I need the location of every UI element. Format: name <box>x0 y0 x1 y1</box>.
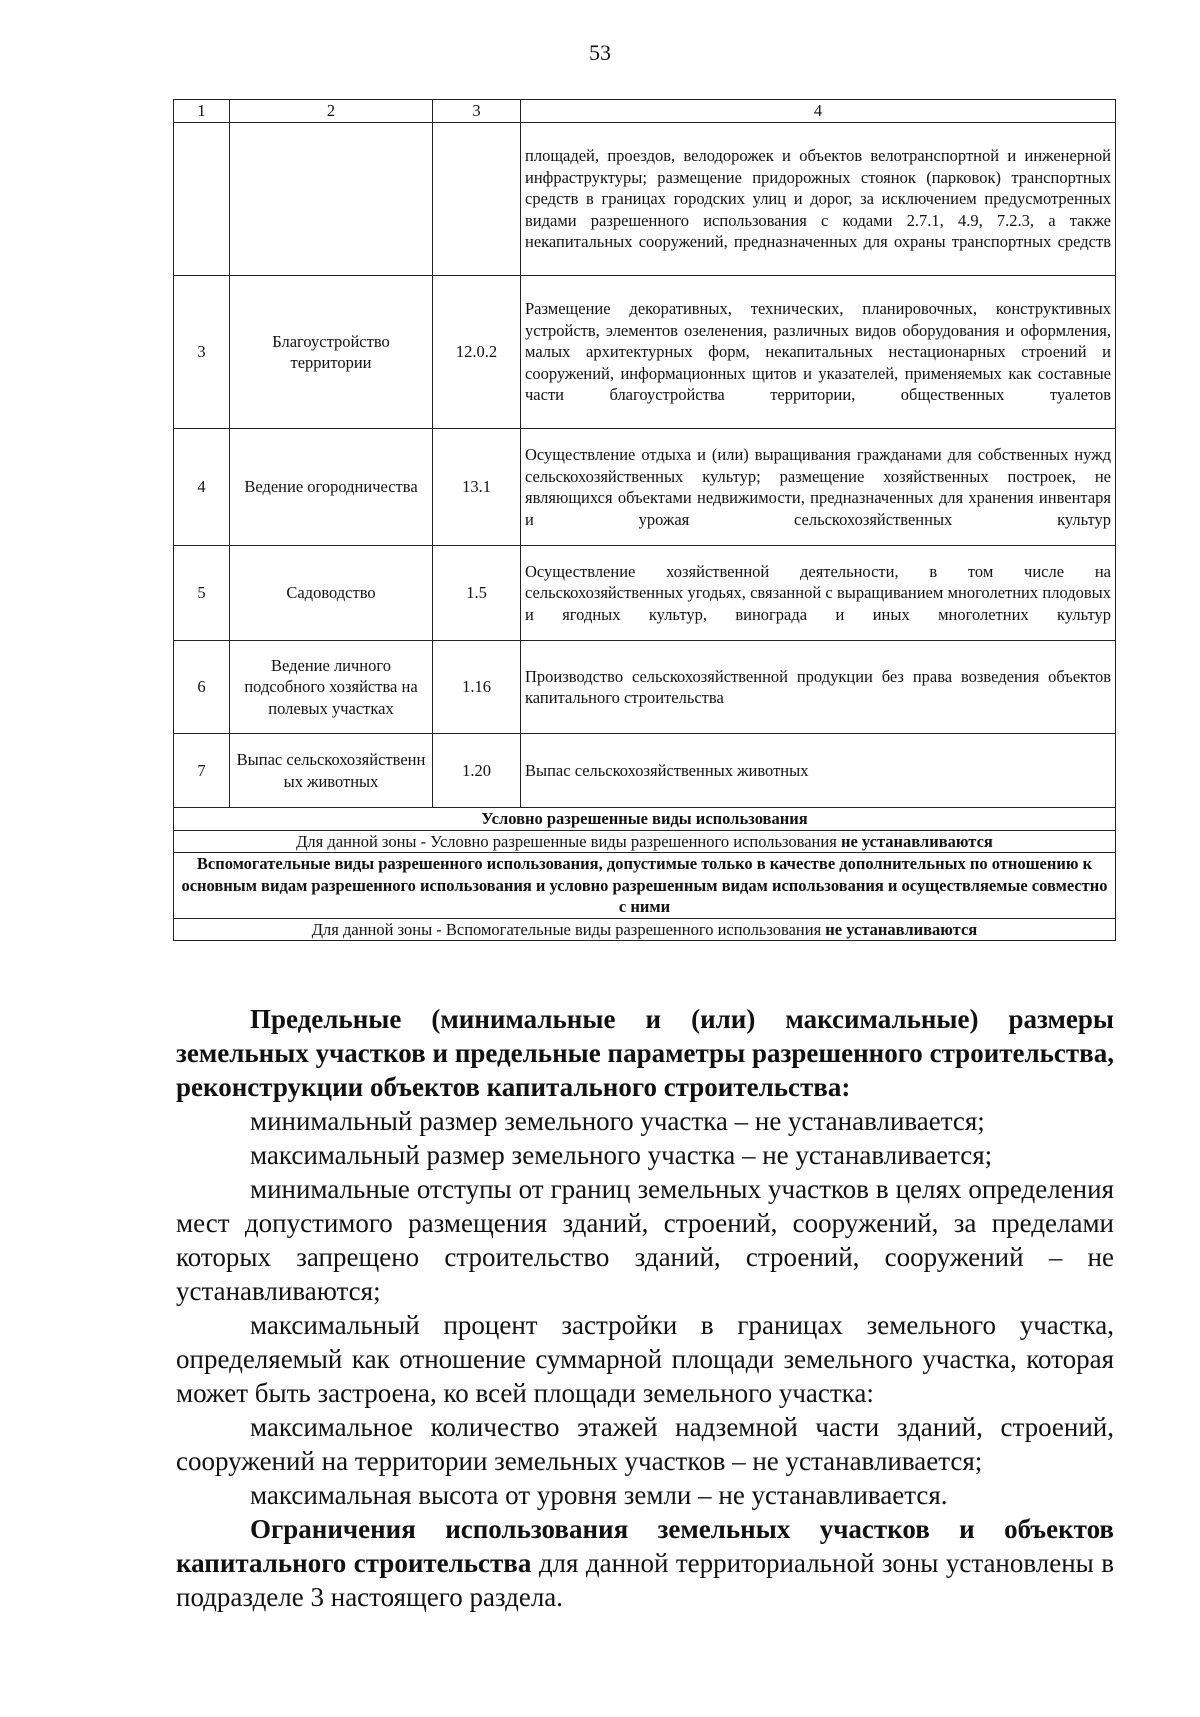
table-row <box>174 734 1116 808</box>
paragraph-setbacks: минимальные отступы от границ земельных участков в целях определения мест допустимого размещения зданий, строений, сооружений, за пределами которых запрещено строительство зданий, строений, сооружений – не устанавливаются; <box>176 1174 1114 1306</box>
row-name: Ведение личного подсобного хозяйства на полевых участках <box>230 641 433 734</box>
header-col-4: 4 <box>521 100 1116 123</box>
row-name: Садоводство <box>230 546 433 641</box>
row-description: площадей, проездов, велодорожек и объектов велотранспортной и инженерной инфраструктуры; размещение придорожных стоянок (парковок) транспортных средств в границах городских улиц и дорог, за исключением предусмотренных видами разрешенного использования с кодами 2.7.1, 4.9, 7.2.3, а также некапитальных сооружений, предназначенных для охраны транспортных средств <box>521 123 1116 276</box>
auxiliary-note-prefix: Для данной зоны - Вспомогательные виды разрешенного использования <box>311 919 826 939</box>
header-col-1: 1 <box>174 100 230 123</box>
row-num: 5 <box>174 546 230 641</box>
row-name: Благоустройство территории <box>230 276 433 429</box>
page-number: 53 <box>589 40 611 65</box>
table-row <box>174 641 1116 734</box>
table-row <box>174 276 1116 429</box>
row-name: Ведение огородничества <box>230 429 433 546</box>
table-row <box>174 546 1116 641</box>
paragraph-max-size: максимальный размер земельного участка – не устанавливается; <box>250 1140 993 1170</box>
paragraph-min-size: минимальный размер земельного участка – не устанавливается; <box>250 1106 985 1136</box>
parameters-heading: Предельные (минимальные и (или) максимальные) размеры земельных участков и предельные параметры разрешенного строительства, реконструкции объектов капитального строительства: <box>176 1004 1114 1102</box>
header-col-2: 2 <box>230 100 433 123</box>
header-col-3: 3 <box>433 100 521 123</box>
auxiliary-uses-heading: Вспомогательные виды разрешенного использования, допустимые только в качестве дополнительных по отношению к основным видам разрешенного использования и условно разрешенным видам использования и осуществляемые совместно с ними <box>174 853 1116 919</box>
restrictions-rest: для данной территориальной зоны установлены в подразделе 3 настоящего раздела. <box>176 1548 1114 1612</box>
table-row-continued <box>174 123 1116 276</box>
row-name: Выпас сельскохозяйственн ых животных <box>230 734 433 808</box>
paragraph-restrictions <box>176 1512 1114 1614</box>
row-description: Осуществление отдыха и (или) выращивания гражданами для собственных нужд сельскохозяйственных культур; размещение хозяйственных построек, не являющихся объектами недвижимости, предназначенных для хранения инвентаря и урожая сельскохозяйственных культур <box>521 429 1116 546</box>
row-code: 12.0.2 <box>433 276 521 429</box>
row-num: 4 <box>174 429 230 546</box>
conditional-note-prefix: Для данной зоны - Условно разрешенные виды разрешенного использования <box>296 831 841 851</box>
row-code: 1.5 <box>433 546 521 641</box>
conditional-heading-row <box>174 808 1116 831</box>
auxiliary-heading-row <box>174 853 1116 919</box>
table-row <box>174 429 1116 546</box>
row-num: 7 <box>174 734 230 808</box>
auxiliary-note-row <box>174 918 1116 941</box>
table-header-row <box>174 100 1116 123</box>
conditional-note-row <box>174 830 1116 853</box>
row-code-cell <box>433 123 521 276</box>
conditional-note-bold: не устанавливаются <box>840 831 993 851</box>
permitted-uses-table <box>173 99 1116 941</box>
auxiliary-uses-note <box>174 918 1116 941</box>
row-num: 6 <box>174 641 230 734</box>
row-code: 13.1 <box>433 429 521 546</box>
paragraph-coverage: максимальный процент застройки в границах земельного участка, определяемый как отношение суммарной площади земельного участка, которая может быть застроена, ко всей площади земельного участка: <box>176 1310 1114 1408</box>
row-code: 1.20 <box>433 734 521 808</box>
conditional-uses-heading: Условно разрешенные виды использования <box>174 808 1116 831</box>
conditional-uses-note <box>174 830 1116 853</box>
row-description: Осуществление хозяйственной деятельности, в том числе на сельскохозяйственных угодьях, связанной с выращиванием многолетних плодовых и ягодных культур, винограда и иных многолетних культур <box>521 546 1116 641</box>
paragraph-floors: максимальное количество этажей надземной части зданий, строений, сооружений на территории земельных участков – не устанавливается; <box>176 1412 1114 1476</box>
row-description: Производство сельскохозяйственной продукции без права возведения объектов капитального строительства <box>521 641 1116 734</box>
row-num-cell <box>174 123 230 276</box>
row-code: 1.16 <box>433 641 521 734</box>
row-description: Размещение декоративных, технических, планировочных, конструктивных устройств, элементов озеленения, различных видов оборудования и оформления, малых архитектурных форм, некапитальных нестационарных строений и сооружений, информационных щитов и указателей, применяемых как составные части благоустройства территории, общественных туалетов <box>521 276 1116 429</box>
auxiliary-note-bold: не устанавливаются <box>825 919 978 939</box>
parameters-section <box>176 1002 1114 1614</box>
row-num: 3 <box>174 276 230 429</box>
row-description: Выпас сельскохозяйственных животных <box>521 734 1116 808</box>
paragraph-height: максимальная высота от уровня земли – не устанавливается. <box>250 1480 948 1510</box>
restrictions-bold: Ограничения использования земельных участков и объектов капитального строительства <box>176 1514 1114 1578</box>
row-name-cell <box>230 123 433 276</box>
